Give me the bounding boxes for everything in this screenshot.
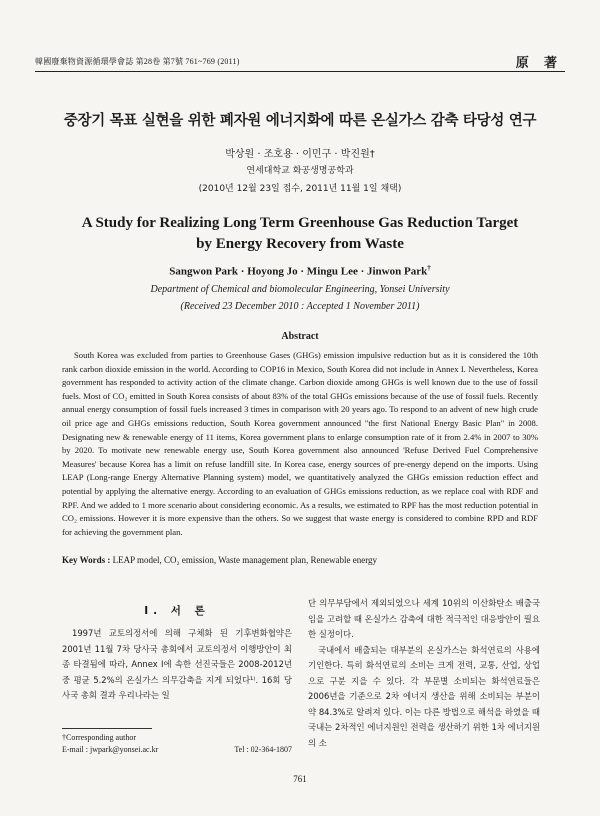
english-authors	[30, 264, 570, 278]
korean-authors: 박상원 · 조호용 · 이민구 · 박진원†	[225, 149, 375, 160]
abstract-heading: Abstract	[281, 331, 319, 342]
right-column	[308, 596, 540, 751]
intro-paragraph-1: 1997년 교토의정서에 의해 구체화 된 기후변화협약은 2001년 11월 7차 당사국 총회에서 교토의정서 이행방안이 최종 타결됨에 따라, Annex I에 속한 선진국들은 2008-2012년 중 평균 5.2%의 온실가스 의무감축을 지게 되었다¹⁾. 16회 당사국 총회 결과 우리나라는 일	[62, 628, 292, 700]
intro-paragraph-2: 국내에서 배출되는 대부분의 온실가스는 화석연료의 사용에 기인한다. 특히 화석연료의 소비는 크게 전력, 교통, 산업, 상업으로 구분 지을 수 있다. 각 부문별 소비되는 화석연료들은 2006년을 기준으로 2차 에너지 생산을 위해 소비되는 부분이 약 84.3%로 알려져 있다. 이는 다른 방법으로 해석을 하였을 때 국내는 2차적인 에너지원인 전력을 생산하기 위한 1차 에너지원의 소	[308, 644, 540, 748]
abstract-body: South Korea was excluded from parties to Greenhouse Gases (GHGs) emission impulsive reduction but as it is considered the 10th rank carbon dioxide emission in the world. According to COP16 in Mexico, South Korea did not include in Annex I. Nevertheless, Korea government has responded to activity action of the climate change. Carbon dioxide among GHGs is well known due to the use of fossil fuels. Most of CO₂ emitted in South Korea consists of about 83% of the total GHGs emissions because of the use of fossil fuels. Recently annual energy consumption of fossil fuels increased 3 times in comparison with 20 years ago. To respond to an advent of new high crude oil price age and GHGs emissions reduction, South Korea government announced "the first National Energy Basic Plan" in 2008. Designating new & renewable energy of 11 items, Korea government plans to enlarge consumption rate of it from 2.4% in 2007 to 30% by 2020. To motivate new renewable energy use, South Korea government also announced 'Refuse Derived Fuel Comprehensive Measures' because Korea has a limit on refuse landfill site. In Korea case, energy sources of pre-energy depend on the imports. Using LEAP (Long-range Energy Alternative Planning system) model, we quantitatively analyzed the GHGs emission reduction effect and potential by applying the alternative energy. According to an evaluation of GHGs emissions reduction, as we replace coal with RDF and RPF. And we added to 1 more scenario about considering economic. As a results, we estimated to RPF has the most reduction potential in CO₂ emissions. However it is more expensive than the others. So we suggest that waste energy is considered to combine RPD and RDF for achieving the government plan.	[62, 350, 538, 537]
section-heading-introduction: I. 서 론	[144, 605, 210, 617]
korean-affiliation: 연세대학교 화공생명공학과	[246, 166, 354, 176]
footnote-rule	[62, 728, 152, 729]
footnote	[62, 732, 292, 756]
intro-paragraph-1-continued: 단 의무부담에서 제외되었으나 세계 10위의 이산화탄소 배출국임을 고려할 때 온실가스 감축에 대한 적극적인 대응방안이 필요한 실정이다.	[308, 598, 540, 639]
footnote-email: E-mail : jwpark@yonsei.ac.kr	[62, 745, 159, 754]
footnote-tel: Tel : 02-364-1807	[234, 745, 292, 754]
english-author-names: Sangwon Park · Hoyong Jo · Mingu Lee · Jinwon Park	[169, 265, 428, 278]
english-title	[40, 213, 560, 255]
korean-title: 중장기 목표 실현을 위한 폐자원 에너지화에 따른 온실가스 감축 타당성 연구	[63, 113, 537, 129]
keywords-label: Key Words :	[62, 555, 111, 565]
journal-name: 韓國廢棄物資源循環學會誌 第28卷 第7號 761~769 (2011)	[35, 57, 240, 66]
page-number: 761	[293, 774, 307, 784]
keywords	[62, 555, 538, 565]
footnote-corresponding: †Corresponding author	[62, 733, 136, 742]
journal-header	[35, 52, 565, 72]
keywords-value: LEAP model, CO₂ emission, Waste management plan, Renewable energy	[112, 555, 378, 565]
english-affiliation: Department of Chemical and biomolecular Engineering, Yonsei University	[150, 284, 450, 295]
header-rule	[35, 71, 565, 72]
article-type-badge: 原 著	[515, 55, 563, 70]
corresponding-mark: †	[427, 264, 431, 272]
english-dates: (Received 23 December 2010 : Accepted 1 November 2011)	[180, 301, 420, 312]
korean-dates: (2010년 12월 23일 접수, 2011년 11월 1일 채택)	[198, 184, 402, 194]
left-column	[62, 626, 292, 704]
english-title-line1: A Study for Realizing Long Term Greenhouse Gas Reduction Target	[81, 215, 519, 231]
english-title-line2: by Energy Recovery from Waste	[196, 236, 404, 252]
